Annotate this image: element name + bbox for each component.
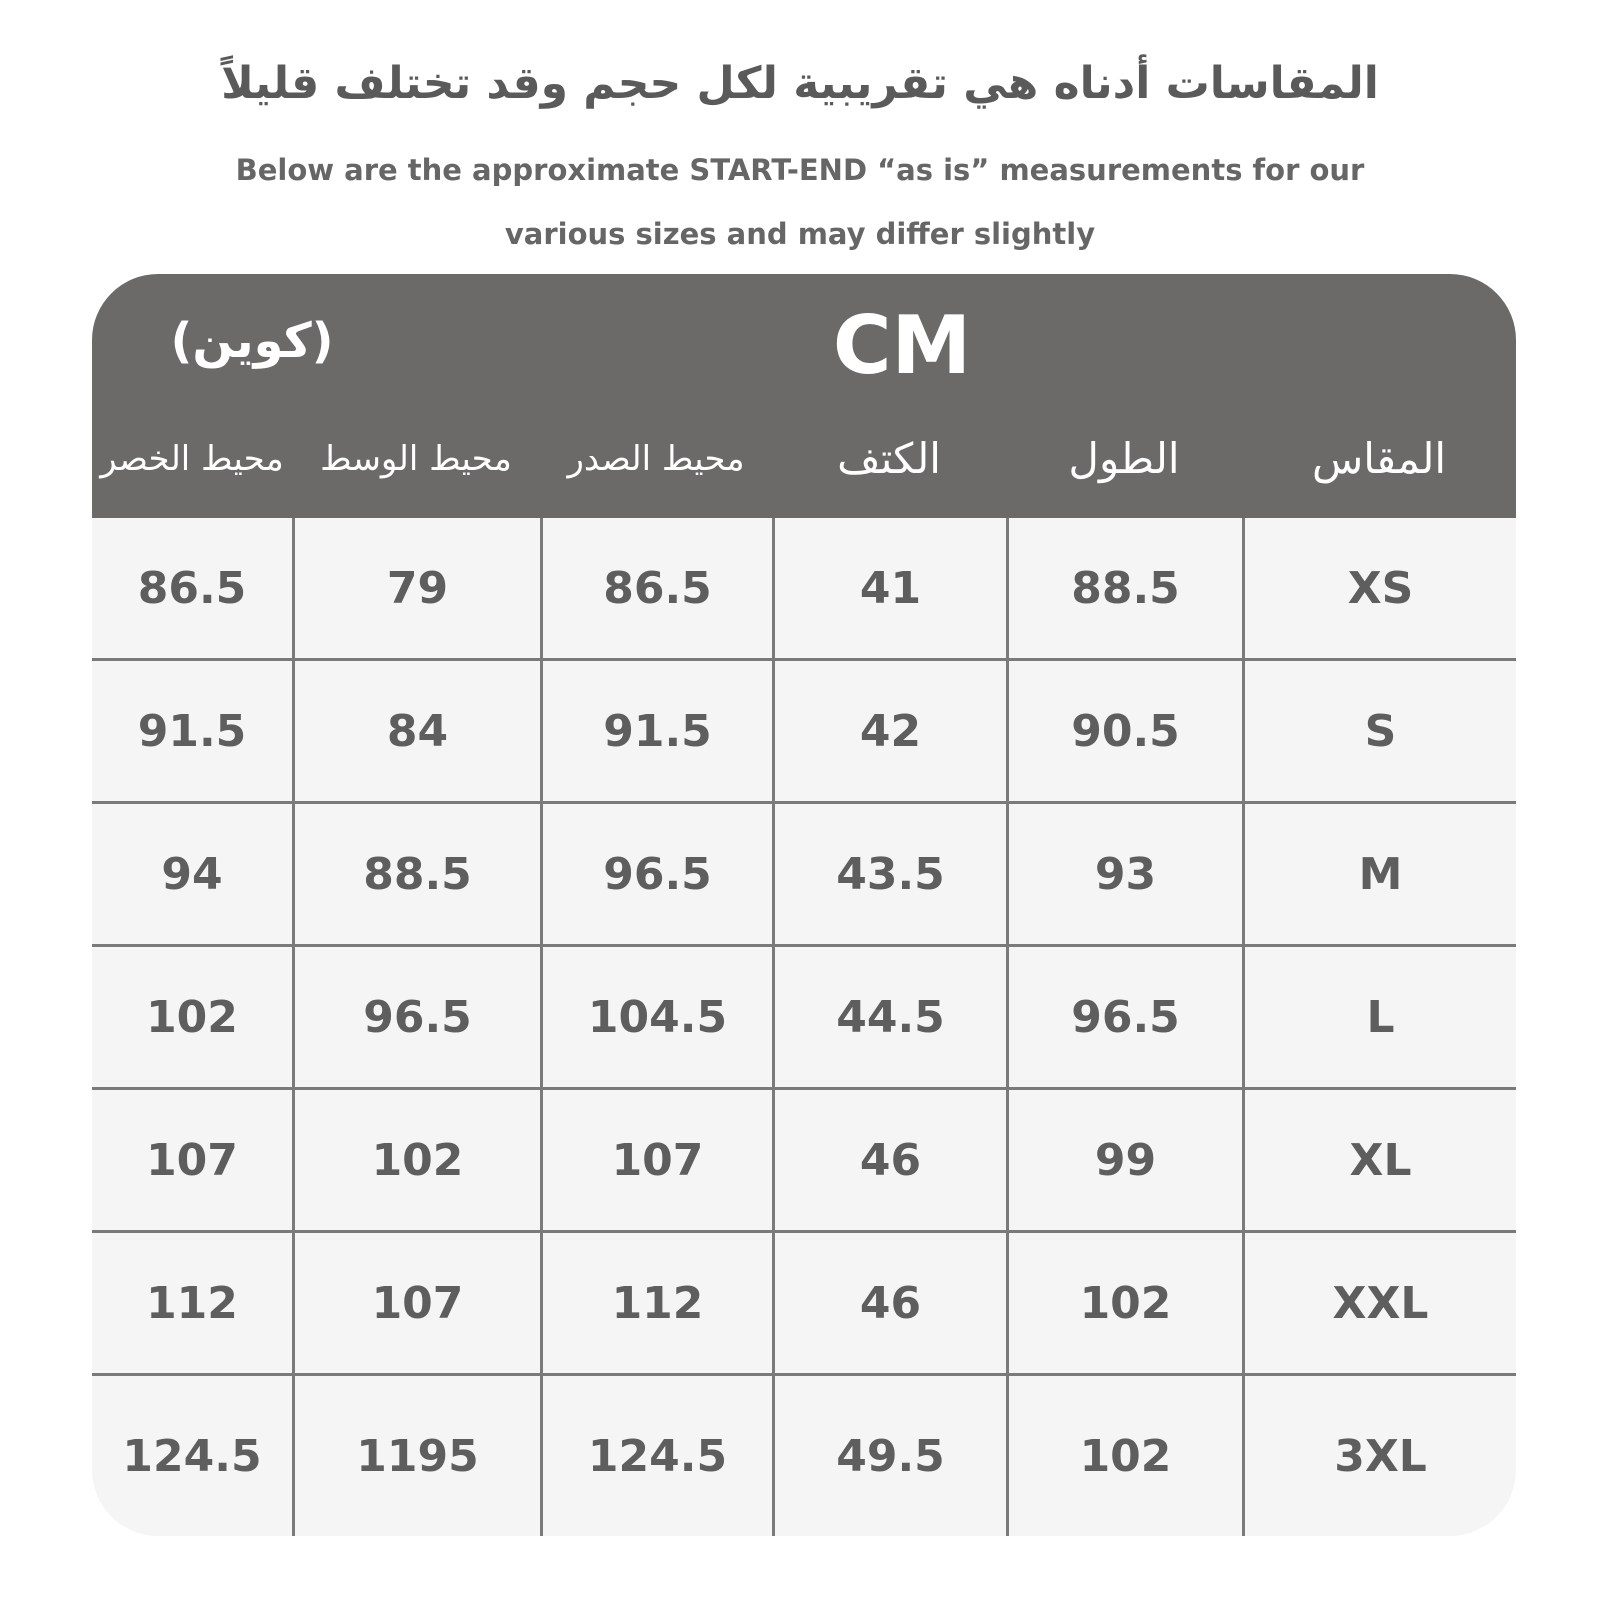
- hip-cell: 107: [146, 1134, 238, 1186]
- length-cell: 102: [1006, 1233, 1242, 1373]
- size-chart-table: [92, 274, 1516, 1536]
- chest-cell: 104.5: [540, 947, 772, 1087]
- shoulder-cell: 44.5: [772, 947, 1006, 1087]
- table-row: [92, 1376, 1516, 1536]
- column-header-hip: محيط الخصر: [100, 439, 284, 479]
- waist-cell: 1195: [292, 1376, 540, 1536]
- hip-cell: 112: [146, 1277, 238, 1329]
- size-cell: XL: [1242, 1090, 1516, 1230]
- column-header-length: الطول: [1068, 434, 1180, 483]
- chest-cell: 112: [540, 1233, 772, 1373]
- chest-cell: 124.5: [540, 1376, 772, 1536]
- column-header-waist: محيط الوسط: [320, 439, 512, 479]
- table-body: [92, 518, 1516, 1536]
- garment-type-label: (كوين): [170, 313, 334, 369]
- shoulder-cell: 46: [772, 1090, 1006, 1230]
- hip-cell: 102: [146, 991, 238, 1043]
- hip-cell: 91.5: [137, 705, 247, 757]
- table-row: [92, 1233, 1516, 1376]
- waist-cell: 79: [292, 518, 540, 658]
- length-cell: 102: [1006, 1376, 1242, 1536]
- chest-cell: 91.5: [540, 661, 772, 801]
- column-header-size: المقاس: [1311, 434, 1447, 483]
- hip-cell: 124.5: [122, 1430, 262, 1482]
- waist-cell: 88.5: [292, 804, 540, 944]
- shoulder-cell: 46: [772, 1233, 1006, 1373]
- hip-cell: 94: [161, 848, 223, 900]
- size-cell: S: [1242, 661, 1516, 801]
- table-row: [92, 518, 1516, 661]
- shoulder-cell: 41: [772, 518, 1006, 658]
- column-header-shoulder: الكتف: [837, 434, 941, 483]
- shoulder-cell: 42: [772, 661, 1006, 801]
- length-cell: 88.5: [1006, 518, 1242, 658]
- waist-cell: 102: [292, 1090, 540, 1230]
- chest-cell: 107: [540, 1090, 772, 1230]
- table-header: [92, 274, 1516, 518]
- page-title-arabic: المقاسات أدناه هي تقريبية لكل حجم وقد تختلف قليلاً: [221, 58, 1379, 109]
- table-row: [92, 804, 1516, 947]
- length-cell: 99: [1006, 1090, 1242, 1230]
- hip-cell: 86.5: [137, 562, 247, 614]
- unit-label: CM: [832, 299, 972, 392]
- size-cell: M: [1242, 804, 1516, 944]
- page-subtitle-english: Below are the approximate START-END “as is” measurements for our various sizes and may differ slightly: [235, 153, 1365, 251]
- length-cell: 90.5: [1006, 661, 1242, 801]
- size-cell: L: [1242, 947, 1516, 1087]
- shoulder-cell: 43.5: [772, 804, 1006, 944]
- chest-cell: 96.5: [540, 804, 772, 944]
- column-header-chest: محيط الصدر: [567, 439, 745, 479]
- waist-cell: 96.5: [292, 947, 540, 1087]
- chest-cell: 86.5: [540, 518, 772, 658]
- table-row: [92, 947, 1516, 1090]
- size-cell: XS: [1242, 518, 1516, 658]
- length-cell: 93: [1006, 804, 1242, 944]
- size-cell: 3XL: [1242, 1376, 1516, 1536]
- size-cell: XXL: [1242, 1233, 1516, 1373]
- table-row: [92, 1090, 1516, 1233]
- table-row: [92, 661, 1516, 804]
- shoulder-cell: 49.5: [772, 1376, 1006, 1536]
- waist-cell: 107: [292, 1233, 540, 1373]
- length-cell: 96.5: [1006, 947, 1242, 1087]
- waist-cell: 84: [292, 661, 540, 801]
